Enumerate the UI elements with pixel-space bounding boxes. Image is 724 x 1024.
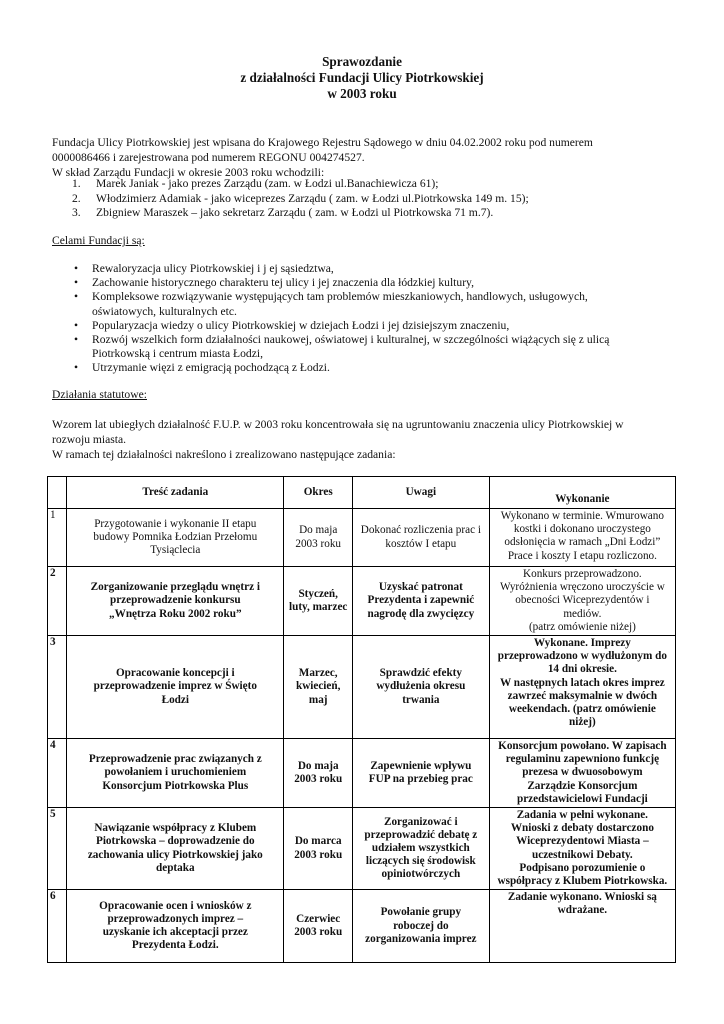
notes-cell: Zapewnienie wpływu FUP na przebieg prac <box>352 739 489 808</box>
intro-line: Fundacja Ulicy Piotrkowskiej jest wpisana do Krajowego Rejestru Sądowego w dniu 04.02.2002 roku pod numerem <box>52 136 593 149</box>
task-cell: Opracowanie koncepcji i przeprowadzenie imprez w Święto Łodzi <box>67 636 284 739</box>
list-item: • Zachowanie historycznego charakteru tej ulicy i jej znaczenia dla łódzkiej kultury, <box>52 276 692 290</box>
column-header-task: Treść zadania <box>67 477 284 509</box>
row-number: 4 <box>48 739 67 808</box>
row-number: 3 <box>48 636 67 739</box>
task-cell: Przeprowadzenie prac związanych z powołaniem i uruchomieniem Konsorcjum Piotrkowska Plus <box>67 739 284 808</box>
intro-line: W skład Zarządu Fundacji w okresie 2003 roku wchodzili: <box>52 166 325 179</box>
table-row <box>48 509 676 567</box>
result-cell: Zadania w pełni wykonane. Wnioski z debaty dostarczono Wiceprezydentowi Miasta – uczestnikowi Debaty. Podpisano porozumienie o współpracy z Klubem Piotrkowska. <box>489 808 675 890</box>
list-item: • Rewaloryzacja ulicy Piotrkowskiej i j ej sąsiedztwa, <box>52 262 692 276</box>
task-cell: Zorganizowanie przeglądu wnętrz i przeprowadzenie konkursu „Wnętrza Roku 2002 roku” <box>67 567 284 636</box>
notes-cell: Zorganizować i przeprowadzić debatę z udziałem wszystkich liczących się środowisk opiniotwórczych <box>352 808 489 890</box>
period-cell: Marzec, kwiecień, maj <box>284 636 352 739</box>
list-item: 1. Marek Janiak - jako prezes Zarządu (zam. w Łodzi ul.Banachiewicza 61); <box>72 177 439 190</box>
period-cell: Styczeń, luty, marzec <box>284 567 352 636</box>
table-row <box>48 567 676 636</box>
task-cell: Przygotowanie i wykonanie II etapu budowy Pomnika Łodzian Przełomu Tysiąclecia <box>67 509 284 567</box>
tasks-table <box>47 476 676 963</box>
row-number: 1 <box>48 509 67 567</box>
row-number: 6 <box>48 890 67 963</box>
period-cell: Do marca 2003 roku <box>284 808 352 890</box>
period-cell: Czerwiec 2003 roku <box>284 890 352 963</box>
period-cell: Do maja 2003 roku <box>284 739 352 808</box>
report-title: Sprawozdanie <box>322 54 402 69</box>
notes-cell: Dokonać rozliczenia prac i kosztów I etapu <box>352 509 489 567</box>
intro-paragraph <box>52 135 682 180</box>
notes-cell: Uzyskać patronat Prezydenta i zapewnić nagrodę dla zwycięzcy <box>352 567 489 636</box>
report-year: w 2003 roku <box>327 86 397 101</box>
board-members-list <box>52 177 529 221</box>
table-row <box>48 739 676 808</box>
result-cell: Konsorcjum powołano. W zapisach regulaminu zapewniono funkcję prezesa w dwuosobowym Zarządzie Konsorcjum przedstawicielowi Fundacji <box>489 739 675 808</box>
list-item: • Utrzymanie więzi z emigracją pochodzącą z Łodzi. <box>52 361 692 375</box>
notes-cell: Powołanie grupy roboczej do zorganizowania imprez <box>352 890 489 963</box>
goals-list <box>52 262 692 376</box>
list-item: • Rozwój wszelkich form działalności naukowej, oświatowej i kulturalnej, w szczególności wiążących się z ulicą Piotrkowską i centrum miasta Łodzi, <box>52 333 692 361</box>
report-subtitle: z działalności Fundacji Ulicy Piotrkowskiej <box>240 70 484 85</box>
period-cell: Do maja 2003 roku <box>284 509 352 567</box>
list-item: 3. Zbigniew Maraszek – jako sekretarz Zarządu ( zam. w Łodzi ul Piotrkowska 71 m.7). <box>72 206 494 219</box>
goals-heading: Celami Fundacji są: <box>52 234 145 247</box>
task-cell: Opracowanie ocen i wniosków z przeprowadzonych imprez – uzyskanie ich akceptacji przez Prezydenta Łodzi. <box>67 890 284 963</box>
table-row <box>48 808 676 890</box>
result-cell: Wykonano w terminie. Wmurowano kostki i dokonano uroczystego odsłonięcia w ramach „Dni Łodzi” Prace i koszty I etapu rozliczono. <box>489 509 675 567</box>
row-number: 5 <box>48 808 67 890</box>
result-cell: Zadanie wykonano. Wnioski są wdrażane. <box>489 890 675 963</box>
table-row <box>48 890 676 963</box>
column-header-period: Okres <box>284 477 352 509</box>
column-header-number <box>48 477 67 509</box>
list-item: • Kompleksowe rozwiązywanie występujących tam problemów mieszkaniowych, handlowych, usługowych, oświatowych, kulturalnych etc. <box>52 290 692 318</box>
row-number: 2 <box>48 567 67 636</box>
result-cell: Konkurs przeprowadzono. Wyróżnienia wręczono uroczyście w obecności Wiceprezydentów i mediów. (patrz omówienie niżej) <box>489 567 675 636</box>
statute-paragraph: Wzorem lat ubiegłych działalność F.U.P. w 2003 roku koncentrowała się na ugruntowaniu znaczenia ulicy Piotrkowskiej w rozwoju miasta. W ramach tej działalności nakreślono i zrealizowano następujące zadania: <box>52 418 624 461</box>
intro-line: 0000086466 i zarejestrowana pod numerem REGONU 004274527. <box>52 151 365 164</box>
activities-heading: Działania statutowe: <box>52 388 147 401</box>
list-item: • Popularyzacja wiedzy o ulicy Piotrkowskiej w dziejach Łodzi i jej dzisiejszym znaczeniu, <box>52 319 692 333</box>
column-header-result: Wykonanie <box>489 477 675 509</box>
task-cell: Nawiązanie współpracy z Klubem Piotrkowska – doprowadzenie do zachowania ulicy Piotrkowskiej jako deptaka <box>67 808 284 890</box>
list-item: 2. Włodzimierz Adamiak - jako wiceprezes Zarządu ( zam. w Łodzi ul.Piotrkowska 149 m. 15); <box>72 191 529 205</box>
notes-cell: Sprawdzić efekty wydłużenia okresu trwania <box>352 636 489 739</box>
result-cell: Wykonane. Imprezy przeprowadzono w wydłużonym do 14 dni okresie. W następnych latach okres imprez zawrzeć maksymalnie w dwóch weekendach. (patrz omówienie niżej) <box>489 636 675 739</box>
table-header-row <box>48 477 676 509</box>
column-header-notes: Uwagi <box>352 477 489 509</box>
table-row <box>48 636 676 739</box>
